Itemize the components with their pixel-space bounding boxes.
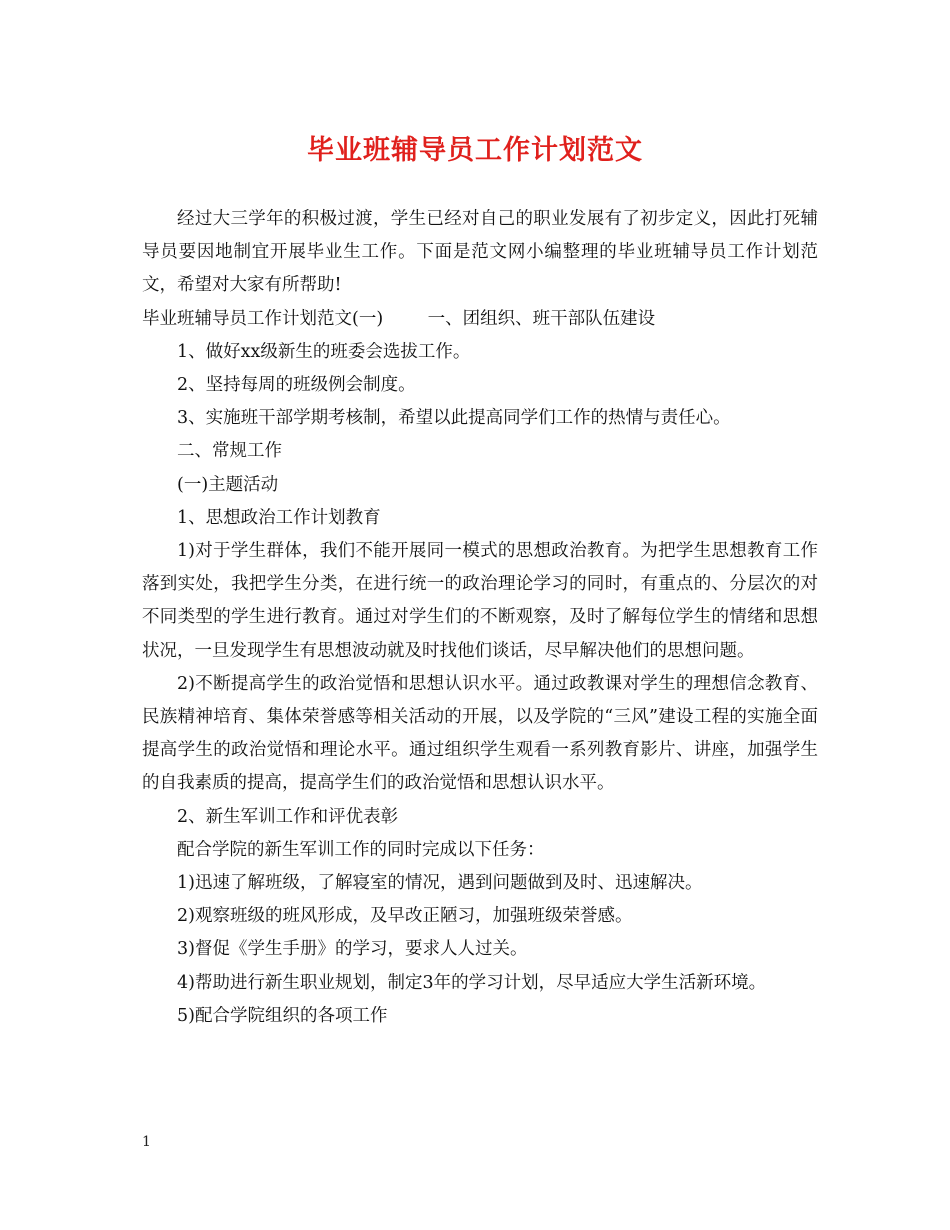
subsection-heading: (一)主题活动 (177, 474, 279, 495)
page-number: 1 (142, 1134, 151, 1150)
list-item: 2、坚持每周的班级例会制度。 (177, 375, 416, 396)
document-title: 毕业班辅导员工作计划范文 (307, 135, 643, 166)
list-item: 3)督促《学生手册》的学习，要求人人过关。 (177, 939, 528, 960)
body-paragraph: 1)对于学生群体，我们不能开展同一模式的思想政治教育。为把学生思想教育工作落到实处，我把学生分类，在进行统一的政治理论学习的同时，有重点的、分层次的对不同类型的学生进行教育。通过对学生们的不断观察，及时了解每位学生的情绪和思想状况，一旦发现学生有思想波动就及时找他们谈话，尽早解决他们的思想问题。 (142, 541, 818, 661)
list-item: 1)迅速了解班级，了解寝室的情况，遇到问题做到及时、迅速解决。 (177, 873, 703, 894)
list-item: 1、做好xx级新生的班委会选拔工作。 (177, 341, 471, 362)
subsection-heading: 2、新生军训工作和评优表彰 (177, 806, 399, 827)
body-paragraph: 2)不断提高学生的政治觉悟和思想认识水平。通过政教课对学生的理想信念教育、民族精神培育、集体荣誉感等相关活动的开展，以及学院的“三风”建设工程的实施全面提高学生的政治觉悟和理论水平。通过组织学生观看一系列教育影片、讲座，加强学生的自我素质的提高，提高学生们的政治觉悟和思想认识水平。 (142, 673, 818, 794)
section-heading: 毕业班辅导员工作计划范文(一) 一、团组织、班干部队伍建设 (142, 308, 656, 329)
list-item: 5)配合学院组织的各项工作 (177, 1005, 388, 1026)
document-body (142, 203, 818, 1033)
list-item: 4)帮助进行新生职业规划，制定3年的学习计划，尽早适应大学生活新环境。 (177, 972, 767, 993)
intro-paragraph: 经过大三学年的积极过渡，学生已经对自己的职业发展有了初步定义，因此打死辅导员要因地制宜开展毕业生工作。下面是范文网小编整理的毕业班辅导员工作计划范文，希望对大家有所帮助! (142, 209, 818, 296)
part-heading: 二、常规工作 (177, 441, 282, 462)
list-item: 3、实施班干部学期考核制，希望以此提高同学们工作的热情与责任心。 (177, 408, 731, 429)
subsection-heading: 1、思想政治工作计划教育 (177, 507, 381, 528)
list-item: 2)观察班级的班风形成，及早改正陋习，加强班级荣誉感。 (177, 906, 633, 927)
body-paragraph: 配合学院的新生军训工作的同时完成以下任务： (177, 839, 545, 860)
